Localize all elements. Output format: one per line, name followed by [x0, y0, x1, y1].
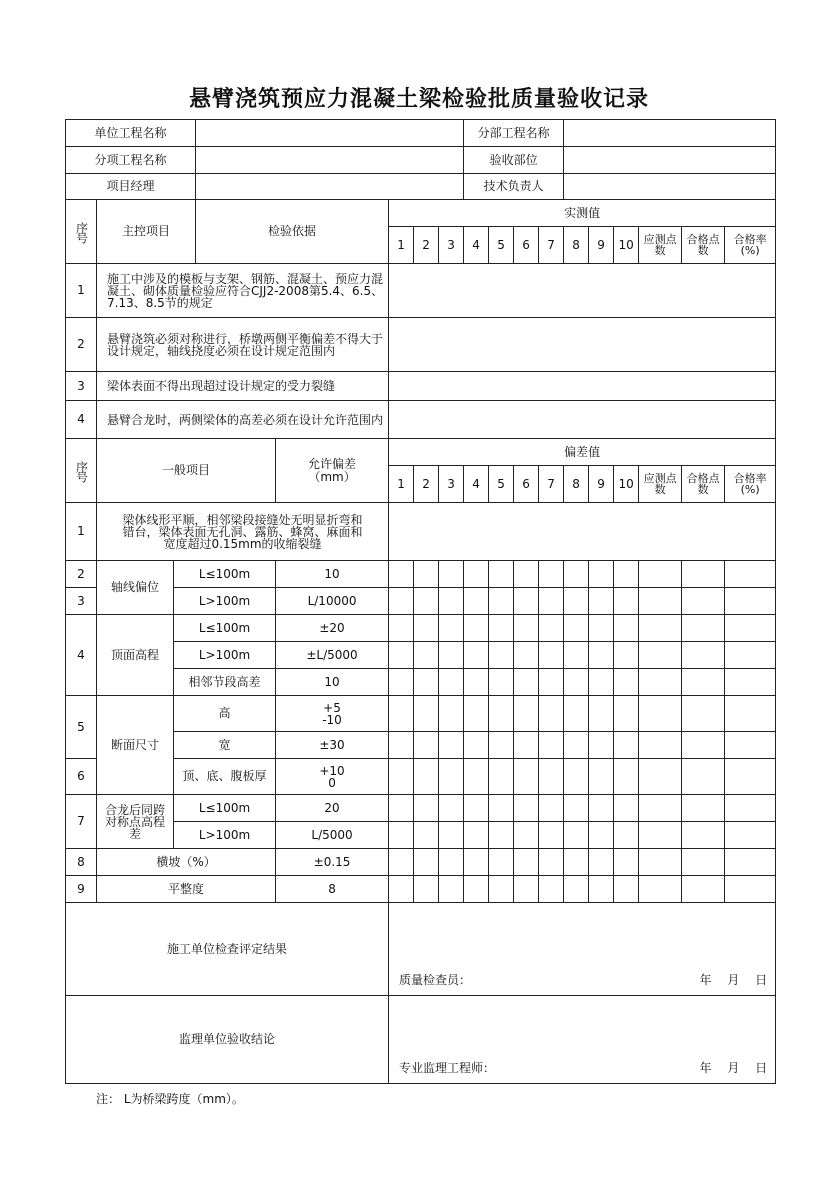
engineer-label: 专业监理工程师： — [399, 1061, 496, 1075]
deviation-input-cell[interactable] — [682, 615, 725, 642]
acceptance-part-field[interactable] — [564, 147, 776, 174]
deviation-input-cell[interactable] — [464, 642, 489, 669]
seq-cell: 4 — [66, 401, 97, 439]
deviation-input-cell[interactable] — [725, 732, 776, 759]
deviation-input-cell[interactable] — [489, 561, 514, 588]
item-project-label: 分项工程名称 — [66, 147, 196, 174]
deviation-input-cell[interactable] — [564, 732, 589, 759]
deviation-input-cell[interactable] — [539, 669, 564, 696]
deviation-input-cell[interactable] — [682, 876, 725, 903]
deviation-input-cell[interactable] — [389, 876, 414, 903]
point-col-header: 5 — [489, 227, 514, 264]
deviation-input-cell[interactable] — [414, 795, 439, 822]
deviation-input-cell[interactable] — [514, 561, 539, 588]
deviation-input-cell[interactable] — [539, 615, 564, 642]
deviation-input-cell[interactable] — [564, 615, 589, 642]
deviation-input-cell[interactable] — [439, 876, 464, 903]
condition: L>100m — [174, 642, 276, 669]
summary-col-header: 应测点数 — [639, 466, 682, 503]
deviation-input-cell[interactable] — [539, 795, 564, 822]
seq-cell: 4 — [66, 615, 97, 696]
deviation-input-cell[interactable] — [414, 732, 439, 759]
deviation-input-cell[interactable] — [682, 588, 725, 615]
point-col-header: 2 — [414, 227, 439, 264]
deviation-input-cell[interactable] — [389, 615, 414, 642]
manager-field[interactable] — [196, 174, 464, 200]
deviation-input-cell[interactable] — [439, 732, 464, 759]
acceptance-part-label: 验收部位 — [464, 147, 564, 174]
tolerance: 20 — [276, 795, 389, 822]
deviation-input-cell[interactable] — [589, 822, 614, 849]
supervision-conclusion-label: 监理单位验收结论 — [66, 996, 389, 1084]
deviation-input-cell[interactable] — [682, 822, 725, 849]
deviation-input-cell[interactable] — [682, 669, 725, 696]
deviation-input-cell[interactable] — [725, 759, 776, 795]
condition: 宽 — [174, 732, 276, 759]
deviation-input-cell[interactable] — [489, 795, 514, 822]
unit-project-label: 单位工程名称 — [66, 120, 196, 147]
point-col-header: 7 — [539, 466, 564, 503]
main-item-text: 施工中涉及的模板与支架、钢筋、混凝土、预应力混凝土、砌体质量检验应符合CJJ2-2008第5.4、6.5、7.13、8.5节的规定 — [97, 264, 389, 318]
deviation-input-cell[interactable] — [725, 696, 776, 732]
deviation-input-cell[interactable] — [539, 759, 564, 795]
deviation-input-cell[interactable] — [564, 642, 589, 669]
deviation-input-cell[interactable] — [682, 642, 725, 669]
tolerance — [276, 759, 389, 795]
tolerance-header: 允许偏差（mm） — [276, 439, 389, 503]
deviation-input-cell[interactable] — [589, 669, 614, 696]
seq-header: 序号 — [66, 439, 97, 503]
deviation-input-cell[interactable] — [614, 876, 639, 903]
condition: L≤100m — [174, 615, 276, 642]
deviation-input-cell[interactable] — [389, 822, 414, 849]
deviation-input-cell[interactable] — [514, 822, 539, 849]
deviation-input-cell[interactable] — [439, 822, 464, 849]
main-item-text: 悬臂合龙时，两侧梁体的高差必须在设计允许范围内 — [97, 401, 389, 439]
point-col-header: 7 — [539, 227, 564, 264]
deviation-input-cell[interactable] — [489, 642, 514, 669]
deviation-input-cell[interactable] — [614, 615, 639, 642]
tolerance: 8 — [276, 876, 389, 903]
point-col-header: 5 — [489, 466, 514, 503]
deviation-input-cell[interactable] — [439, 615, 464, 642]
measured-cell[interactable] — [389, 318, 776, 372]
deviation-input-cell[interactable] — [589, 759, 614, 795]
deviation-input-cell[interactable] — [389, 849, 414, 876]
tolerance — [276, 696, 389, 732]
deviation-input-cell[interactable] — [464, 876, 489, 903]
deviation-input-cell[interactable] — [514, 696, 539, 732]
deviation-input-cell[interactable] — [725, 849, 776, 876]
condition: L≤100m — [174, 795, 276, 822]
deviation-input-cell[interactable] — [725, 588, 776, 615]
tolerance: ±0.15 — [276, 849, 389, 876]
manager-label: 项目经理 — [66, 174, 196, 200]
item-name: 顶面高程 — [97, 615, 174, 696]
seq-cell: 2 — [66, 318, 97, 372]
seq-cell: 6 — [66, 759, 97, 795]
condition: L>100m — [174, 588, 276, 615]
deviation-input-cell[interactable] — [414, 849, 439, 876]
deviation-input-cell[interactable] — [614, 561, 639, 588]
summary-col-header: 合格率(%) — [725, 466, 776, 503]
condition: L≤100m — [174, 561, 276, 588]
item-project-field[interactable] — [196, 147, 464, 174]
summary-col-header: 合格点数 — [682, 227, 725, 264]
deviation-input-cell[interactable] — [414, 561, 439, 588]
condition: 高 — [174, 696, 276, 732]
deviation-input-cell[interactable] — [564, 561, 589, 588]
point-col-header: 6 — [514, 227, 539, 264]
seq-cell: 7 — [66, 795, 97, 849]
deviation-input-cell[interactable] — [639, 795, 682, 822]
deviation-input-cell[interactable] — [639, 615, 682, 642]
supervision-conclusion-cell[interactable] — [389, 996, 776, 1084]
tolerance: 10 — [276, 561, 389, 588]
deviation-input-cell[interactable] — [639, 696, 682, 732]
point-col-header: 8 — [564, 227, 589, 264]
deviation-input-cell[interactable] — [614, 696, 639, 732]
measured-cell[interactable] — [389, 264, 776, 318]
deviation-input-cell[interactable] — [589, 561, 614, 588]
inspector-label: 质量检查员： — [399, 973, 472, 987]
item-name: 合龙后同跨对称点高程差 — [97, 795, 174, 849]
point-col-header: 10 — [614, 227, 639, 264]
deviation-input-cell[interactable] — [589, 876, 614, 903]
tolerance: 10 — [276, 669, 389, 696]
deviation-input-cell[interactable] — [564, 759, 589, 795]
deviation-input-cell[interactable] — [464, 822, 489, 849]
deviation-input-cell[interactable] — [389, 561, 414, 588]
deviation-input-cell[interactable] — [489, 849, 514, 876]
deviation-input-cell[interactable] — [489, 876, 514, 903]
tech-lead-field[interactable] — [564, 174, 776, 200]
point-col-header: 9 — [589, 227, 614, 264]
deviation-input-cell[interactable] — [725, 642, 776, 669]
date-label: 年 月 日 — [699, 973, 768, 987]
item-name: 平整度 — [97, 876, 276, 903]
point-col-header: 3 — [439, 466, 464, 503]
tolerance: ±30 — [276, 732, 389, 759]
deviation-input-cell[interactable] — [489, 588, 514, 615]
basis-header: 检验依据 — [196, 200, 389, 264]
deviation-input-cell[interactable] — [639, 759, 682, 795]
deviation-input-cell[interactable] — [464, 615, 489, 642]
deviation-input-cell[interactable] — [589, 615, 614, 642]
construction-result-cell[interactable] — [389, 903, 776, 996]
tolerance: L/5000 — [276, 822, 389, 849]
sub-project-label: 分部工程名称 — [464, 120, 564, 147]
deviation-input-cell[interactable] — [725, 615, 776, 642]
deviation-input-cell[interactable] — [725, 561, 776, 588]
deviation-input-cell[interactable] — [414, 669, 439, 696]
point-col-header: 4 — [464, 466, 489, 503]
deviation-input-cell[interactable] — [514, 795, 539, 822]
deviation-input-cell[interactable] — [639, 561, 682, 588]
deviation-input-cell[interactable] — [464, 732, 489, 759]
deviation-input-cell[interactable] — [464, 795, 489, 822]
deviation-input-cell[interactable] — [489, 696, 514, 732]
summary-col-header: 合格点数 — [682, 466, 725, 503]
deviation-input-cell[interactable] — [589, 732, 614, 759]
deviation-input-cell[interactable] — [539, 876, 564, 903]
deviation-input-cell[interactable] — [439, 561, 464, 588]
tolerance: L/10000 — [276, 588, 389, 615]
deviation-input-cell[interactable] — [439, 759, 464, 795]
deviation-input-cell[interactable] — [539, 561, 564, 588]
seq-cell: 5 — [66, 696, 97, 759]
main-item-text: 梁体表面不得出现超过设计规定的受力裂缝 — [97, 372, 389, 401]
date-label: 年 月 日 — [699, 1061, 768, 1075]
deviation-input-cell[interactable] — [639, 822, 682, 849]
point-col-header: 6 — [514, 466, 539, 503]
deviation-input-cell[interactable] — [414, 642, 439, 669]
acceptance-record-table — [65, 119, 776, 1084]
condition: 顶、底、腹板厚 — [174, 759, 276, 795]
deviation-input-cell[interactable] — [725, 669, 776, 696]
deviation-input-cell[interactable] — [489, 759, 514, 795]
deviation-input-cell[interactable] — [389, 669, 414, 696]
deviation-input-cell[interactable] — [439, 588, 464, 615]
deviation-input-cell[interactable] — [682, 795, 725, 822]
deviation-input-cell[interactable] — [464, 561, 489, 588]
deviation-input-cell[interactable] — [639, 669, 682, 696]
item-name: 断面尺寸 — [97, 696, 174, 795]
deviation-input-cell[interactable] — [439, 642, 464, 669]
deviation-input-cell[interactable] — [725, 795, 776, 822]
deviation-input-cell[interactable] — [464, 849, 489, 876]
summary-col-header: 合格率(%) — [725, 227, 776, 264]
general-item-text: 梁体线形平顺，相邻梁段接缝处无明显折弯和错台，梁体表面无孔洞、露筋、蜂窝、麻面和宽度超过0.15mm的收缩裂缝 — [97, 503, 389, 561]
deviation-input-cell[interactable] — [614, 849, 639, 876]
deviation-input-cell[interactable] — [539, 642, 564, 669]
measured-cell[interactable] — [389, 372, 776, 401]
deviation-input-cell[interactable] — [564, 822, 589, 849]
page-title: 悬臂浇筑预应力混凝土梁检验批质量验收记录 — [188, 87, 649, 112]
deviation-input-cell[interactable] — [514, 732, 539, 759]
deviation-input-cell[interactable] — [539, 849, 564, 876]
deviation-input-cell[interactable] — [514, 615, 539, 642]
deviation-input-cell[interactable] — [614, 669, 639, 696]
seq-cell: 8 — [66, 849, 97, 876]
deviation-input-cell[interactable] — [539, 588, 564, 615]
deviation-input-cell[interactable] — [464, 759, 489, 795]
deviation-input-cell[interactable] — [439, 696, 464, 732]
deviation-input-cell[interactable] — [389, 732, 414, 759]
point-col-header: 1 — [389, 466, 414, 503]
deviation-input-cell[interactable] — [564, 696, 589, 732]
deviation-input-cell[interactable] — [414, 876, 439, 903]
measured-cell[interactable] — [389, 401, 776, 439]
deviation-input-cell[interactable] — [614, 588, 639, 615]
measured-header: 实测值 — [389, 200, 776, 227]
seq-cell: 3 — [66, 588, 97, 615]
deviation-input-cell[interactable] — [589, 696, 614, 732]
seq-cell: 9 — [66, 876, 97, 903]
point-col-header: 10 — [614, 466, 639, 503]
sub-project-field[interactable] — [564, 120, 776, 147]
deviation-input-cell[interactable] — [539, 822, 564, 849]
deviation-input-cell[interactable] — [614, 732, 639, 759]
seq-cell: 1 — [66, 503, 97, 561]
deviation-input-cell[interactable] — [514, 876, 539, 903]
deviation-header: 偏差值 — [389, 439, 776, 466]
deviation-input-cell[interactable] — [439, 669, 464, 696]
item-name: 横坡（%） — [97, 849, 276, 876]
deviation-input-cell[interactable] — [389, 696, 414, 732]
deviation-input-cell[interactable] — [489, 822, 514, 849]
footnote: 注： L为桥梁跨度（mm）。 — [96, 1092, 244, 1106]
deviation-input-cell[interactable] — [464, 696, 489, 732]
condition: 相邻节段高差 — [174, 669, 276, 696]
summary-col-header: 应测点数 — [639, 227, 682, 264]
deviation-input-cell[interactable] — [639, 588, 682, 615]
deviation-input-cell[interactable] — [725, 822, 776, 849]
tolerance-lower: -10 — [322, 712, 342, 727]
deviation-input-cell[interactable] — [389, 795, 414, 822]
deviation-input-cell[interactable] — [514, 849, 539, 876]
deviation-input-cell[interactable] — [414, 759, 439, 795]
item-name: 轴线偏位 — [97, 561, 174, 615]
deviation-input-cell[interactable] — [682, 696, 725, 732]
point-col-header: 2 — [414, 466, 439, 503]
main-item-text: 悬臂浇筑必须对称进行，桥墩两侧平衡偏差不得大于设计规定，轴线挠度必须在设计规定范围内 — [97, 318, 389, 372]
deviation-input-cell[interactable] — [589, 849, 614, 876]
deviation-input-cell[interactable] — [539, 732, 564, 759]
seq-cell: 2 — [66, 561, 97, 588]
deviation-input-cell[interactable] — [389, 759, 414, 795]
deviation-input-cell[interactable] — [564, 795, 589, 822]
deviation-input-cell[interactable] — [489, 669, 514, 696]
deviation-input-cell[interactable] — [614, 642, 639, 669]
unit-project-field[interactable] — [196, 120, 464, 147]
deviation-cell[interactable] — [389, 503, 776, 561]
deviation-input-cell[interactable] — [564, 876, 589, 903]
deviation-input-cell[interactable] — [389, 588, 414, 615]
seq-cell: 1 — [66, 264, 97, 318]
deviation-input-cell[interactable] — [589, 795, 614, 822]
deviation-input-cell[interactable] — [539, 696, 564, 732]
deviation-input-cell[interactable] — [639, 876, 682, 903]
deviation-input-cell[interactable] — [489, 732, 514, 759]
construction-result-label: 施工单位检查评定结果 — [66, 903, 389, 996]
deviation-input-cell[interactable] — [614, 795, 639, 822]
deviation-input-cell[interactable] — [682, 849, 725, 876]
general-item-header: 一般项目 — [97, 439, 276, 503]
deviation-input-cell[interactable] — [414, 822, 439, 849]
deviation-input-cell[interactable] — [639, 849, 682, 876]
deviation-input-cell[interactable] — [514, 588, 539, 615]
deviation-input-cell[interactable] — [514, 759, 539, 795]
deviation-input-cell[interactable] — [389, 642, 414, 669]
deviation-input-cell[interactable] — [564, 669, 589, 696]
deviation-input-cell[interactable] — [464, 588, 489, 615]
deviation-input-cell[interactable] — [589, 588, 614, 615]
tolerance: ±L/5000 — [276, 642, 389, 669]
deviation-input-cell[interactable] — [682, 561, 725, 588]
deviation-input-cell[interactable] — [725, 876, 776, 903]
deviation-input-cell[interactable] — [564, 588, 589, 615]
deviation-input-cell[interactable] — [514, 642, 539, 669]
tolerance-upper: +5 — [323, 700, 341, 715]
tech-lead-label: 技术负责人 — [464, 174, 564, 200]
deviation-input-cell[interactable] — [589, 642, 614, 669]
deviation-input-cell[interactable] — [414, 588, 439, 615]
deviation-input-cell[interactable] — [414, 615, 439, 642]
tolerance-lower: 0 — [328, 775, 336, 790]
deviation-input-cell[interactable] — [414, 696, 439, 732]
seq-cell: 3 — [66, 372, 97, 401]
deviation-input-cell[interactable] — [514, 669, 539, 696]
deviation-input-cell[interactable] — [682, 732, 725, 759]
condition: L>100m — [174, 822, 276, 849]
deviation-input-cell[interactable] — [489, 615, 514, 642]
deviation-input-cell[interactable] — [439, 849, 464, 876]
deviation-input-cell[interactable] — [464, 669, 489, 696]
deviation-input-cell[interactable] — [682, 759, 725, 795]
deviation-input-cell[interactable] — [614, 759, 639, 795]
deviation-input-cell[interactable] — [639, 642, 682, 669]
point-col-header: 8 — [564, 466, 589, 503]
deviation-input-cell[interactable] — [639, 732, 682, 759]
seq-header: 序号 — [66, 200, 97, 264]
deviation-input-cell[interactable] — [564, 849, 589, 876]
deviation-input-cell[interactable] — [439, 795, 464, 822]
main-item-header: 主控项目 — [97, 200, 196, 264]
tolerance-upper: +10 — [319, 763, 345, 778]
tolerance: ±20 — [276, 615, 389, 642]
point-col-header: 4 — [464, 227, 489, 264]
point-col-header: 3 — [439, 227, 464, 264]
point-col-header: 1 — [389, 227, 414, 264]
point-col-header: 9 — [589, 466, 614, 503]
deviation-input-cell[interactable] — [614, 822, 639, 849]
